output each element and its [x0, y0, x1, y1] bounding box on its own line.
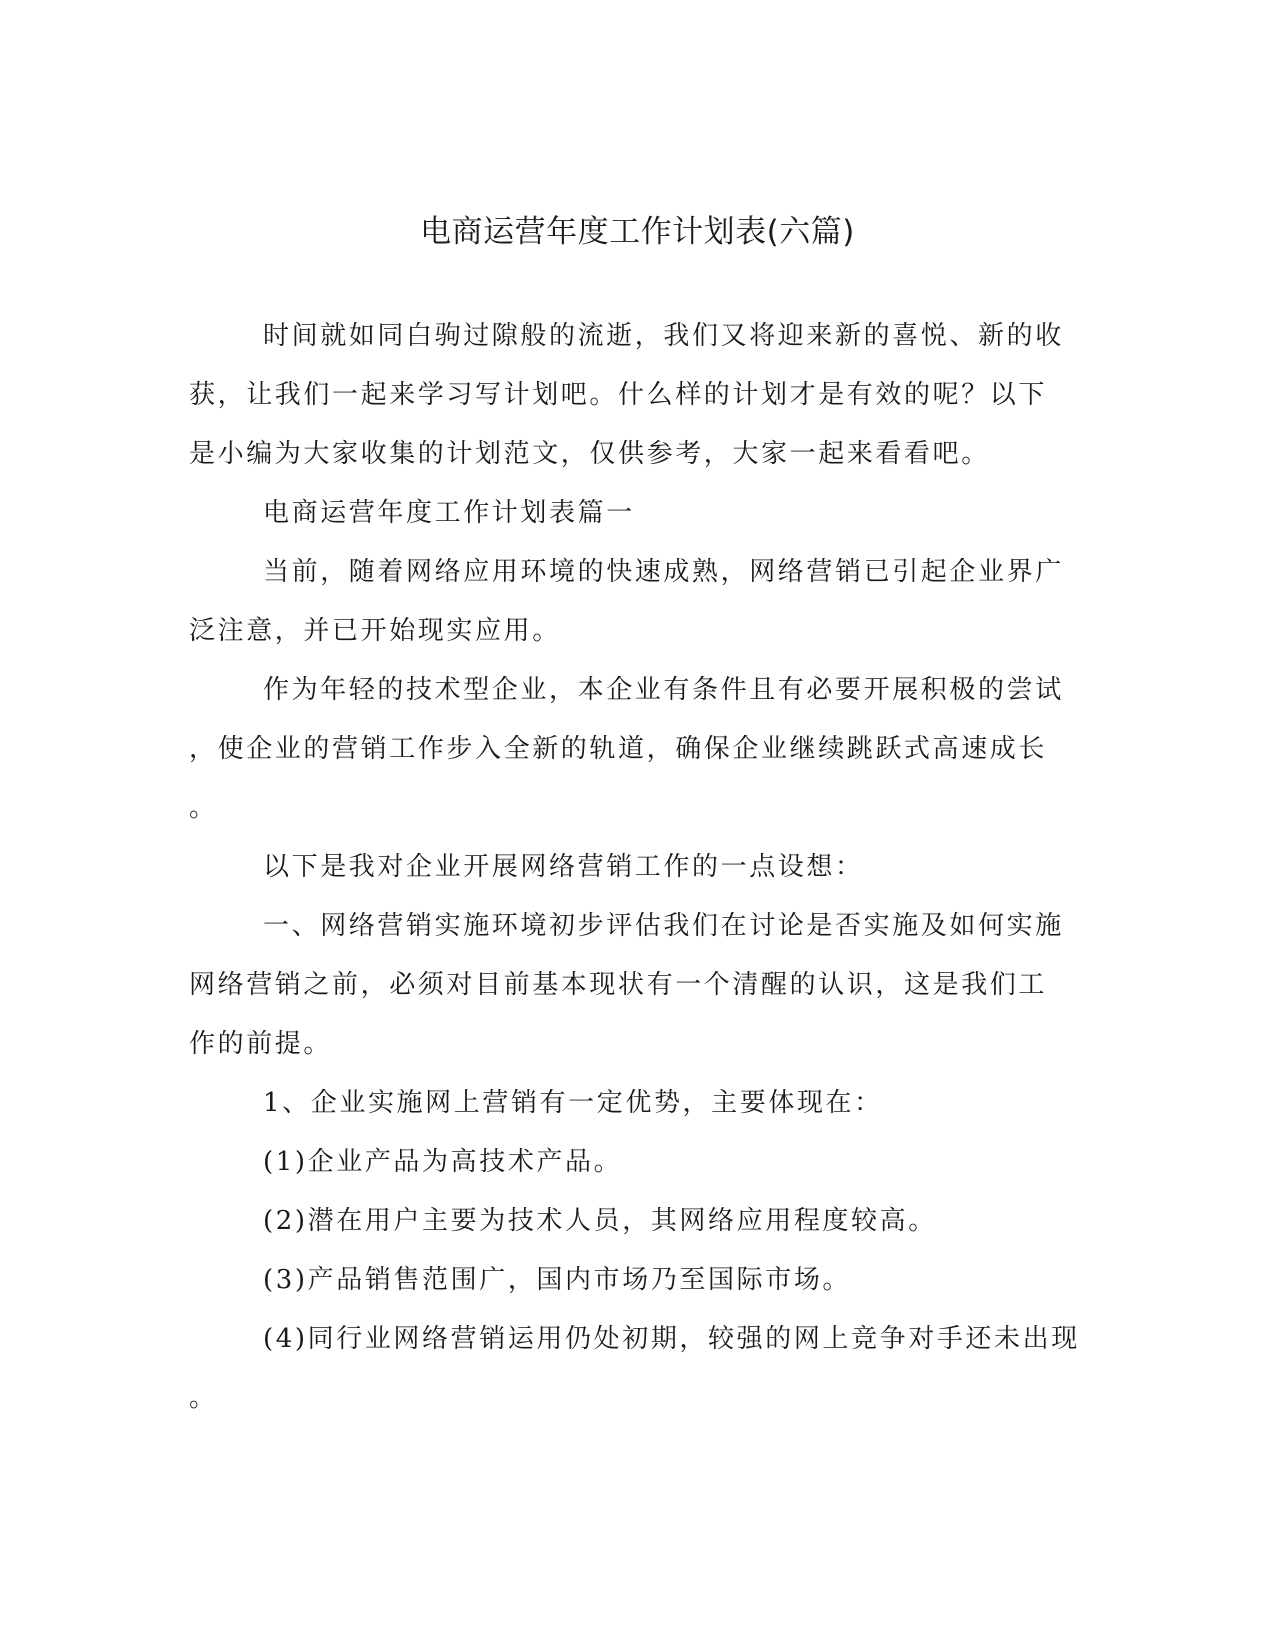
paragraph-line: 泛注意，并已开始现实应用。 [189, 616, 561, 646]
paragraph-line: 是小编为大家收集的计划范文，仅供参考，大家一起来看看吧。 [189, 439, 990, 469]
paragraph-line: 网络营销之前，必须对目前基本现状有一个清醒的认识，这是我们工 [189, 970, 1048, 1000]
list-item: (2)潜在用户主要为技术人员，其网络应用程度较高。 [263, 1206, 937, 1236]
paragraph-line: 。 [189, 1383, 218, 1413]
paragraph-line: 时间就如同白驹过隙般的流逝，我们又将迎来新的喜悦、新的收 [263, 321, 1064, 351]
paragraph-line: 作的前提。 [189, 1029, 333, 1059]
paragraph-line: 作为年轻的技术型企业，本企业有条件且有必要开展积极的尝试 [263, 675, 1064, 705]
list-item: (3)产品销售范围广，国内市场乃至国际市场。 [263, 1265, 852, 1295]
paragraph-line: 以下是我对企业开展网络营销工作的一点设想： [263, 852, 864, 882]
paragraph-line: 获，让我们一起来学习写计划吧。什么样的计划才是有效的呢？以下 [189, 380, 1048, 410]
document-title: 电商运营年度工作计划表(六篇) [420, 214, 855, 250]
list-heading: 1、企业实施网上营销有一定优势，主要体现在： [263, 1088, 883, 1118]
section-heading: 电商运营年度工作计划表篇一 [263, 498, 635, 528]
paragraph-line: 一、网络营销实施环境初步评估我们在讨论是否实施及如何实施 [263, 911, 1064, 941]
list-item: (4)同行业网络营销运用仍处初期，较强的网上竞争对手还未出现 [263, 1324, 1080, 1354]
list-item: (1)企业产品为高技术产品。 [263, 1147, 623, 1177]
paragraph-line: 。 [189, 793, 218, 823]
paragraph-line: 当前，随着网络应用环境的快速成熟，网络营销已引起企业界广 [263, 557, 1064, 587]
paragraph-line: ，使企业的营销工作步入全新的轨道，确保企业继续跳跃式高速成长 [189, 734, 1048, 764]
